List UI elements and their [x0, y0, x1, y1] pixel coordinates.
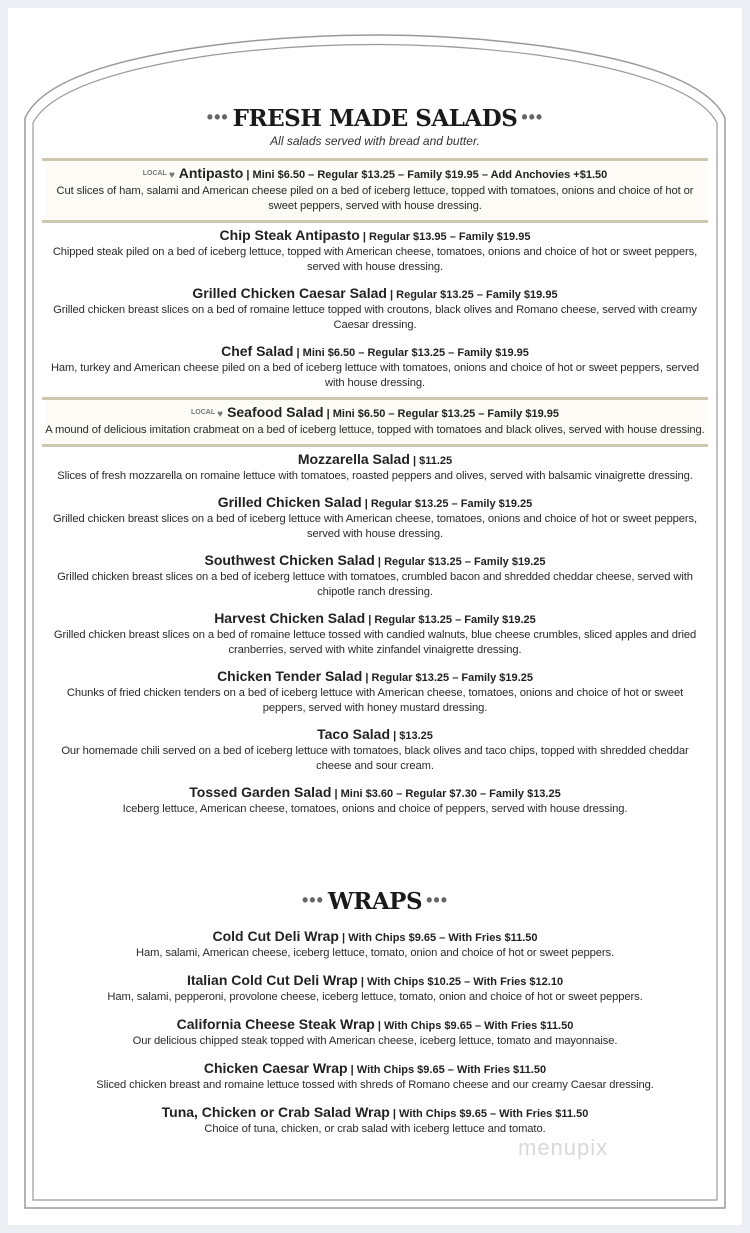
item-title-line	[45, 227, 705, 245]
menu-item	[45, 161, 705, 220]
item-price: | Regular $13.25 – Family $19.25	[365, 614, 536, 626]
item-description: Grilled chicken breast slices on a bed of romaine lettuce topped with croutons, black olives and Romano cheese, served with creamy Caesar dressing.	[53, 304, 697, 331]
item-title-line	[45, 343, 705, 361]
item-title-line	[45, 972, 705, 990]
item-name: Cold Cut Deli Wrap	[212, 928, 339, 944]
menu-item	[45, 548, 705, 606]
menu-item	[45, 923, 705, 967]
item-title-line	[45, 404, 705, 423]
item-title-line	[45, 928, 705, 946]
menu-item	[45, 447, 705, 490]
item-description: Chipped steak piled on a bed of iceberg lettuce, topped with American cheese, tomatoes, onions and choice of hot or sweet peppers, served with house dressing.	[52, 246, 698, 273]
item-description: Grilled chicken breast slices on a bed of romaine lettuce tossed with candied walnuts, blue cheese crumbles, sliced apples and dried cranberries, served with white zinfandel vinaigrette dressing.	[53, 629, 697, 656]
item-description: Choice of tuna, chicken, or crab salad with iceberg lettuce and tomato.	[204, 1123, 546, 1135]
item-description: Iceberg lettuce, American cheese, tomatoes, onions and choice of peppers, served with house dressing.	[122, 803, 628, 815]
item-name: Chip Steak Antipasto	[219, 227, 360, 243]
item-price: | Regular $13.25 – Family $19.25	[362, 672, 533, 684]
dots-right: •••	[426, 890, 448, 910]
menu-item	[45, 722, 705, 780]
item-name: California Cheese Steak Wrap	[176, 1016, 375, 1032]
item-price: | Regular $13.25 – Family $19.95	[386, 289, 558, 301]
item-description: Ham, salami, American cheese, iceberg lettuce, tomato, onion and choice of hot or sweet peppers.	[136, 947, 614, 959]
item-price: | With Chips $9.65 – With Fries $11.50	[374, 1020, 574, 1032]
item-price: | Mini $6.50 – Regular $13.25 – Family $19.95	[293, 347, 529, 359]
item-price: | $13.25	[390, 730, 433, 742]
wraps-section	[45, 883, 705, 1143]
item-name: Tuna, Chicken or Crab Salad Wrap	[161, 1104, 390, 1120]
item-title-line	[45, 610, 705, 628]
local-badge: LOCAL	[142, 170, 167, 177]
menu-content	[45, 100, 705, 1143]
item-name: Seafood Salad	[227, 404, 324, 420]
menu-item	[45, 780, 705, 823]
item-description: Our delicious chipped steak topped with American cheese, iceberg lettuce, tomato and mayonnaise.	[132, 1035, 618, 1047]
item-title-line	[45, 1016, 705, 1034]
local-badge: LOCAL	[191, 409, 216, 416]
item-title-line	[45, 1060, 705, 1078]
item-description: Cut slices of ham, salami and American cheese piled on a bed of iceberg lettuce, topped with tomatoes, onions and choice of hot or sweet peppers, served with house dressing.	[56, 185, 694, 212]
item-price: | Regular $13.25 – Family $19.25	[374, 556, 546, 568]
item-name: Chef Salad	[221, 343, 294, 359]
item-price: | $11.25	[409, 455, 453, 467]
item-title-line	[45, 165, 705, 184]
item-description: Slices of fresh mozzarella on romaine lettuce with tomatoes, roasted peppers and olives, served with balsamic vinaigrette dressing.	[57, 470, 693, 482]
salads-section	[45, 100, 705, 823]
item-description: Sliced chicken breast and romaine lettuce tossed with shreds of Romano cheese and our creamy Caesar dressing.	[96, 1079, 654, 1091]
item-name: Grilled Chicken Caesar Salad	[192, 285, 387, 301]
salads-subtitle: All salads served with bread and butter.	[270, 134, 480, 148]
dots-left: •••	[301, 890, 324, 910]
wraps-heading: ••• WRAPS •••	[301, 888, 448, 915]
item-name: Tossed Garden Salad	[189, 784, 332, 800]
item-name: Chicken Tender Salad	[217, 668, 363, 684]
menu-item	[45, 1011, 705, 1055]
item-price: | With Chips $10.25 – With Fries $12.10	[357, 976, 564, 988]
item-price: | Mini $6.50 – Regular $13.25 – Family $19.95 – Add Anchovies +$1.50	[243, 169, 608, 181]
item-description: Grilled chicken breast slices on a bed of iceberg lettuce with American cheese, tomatoes, onions and choice of hot or sweet peppers, served with house dressing.	[52, 513, 698, 540]
item-description: Our homemade chili served on a bed of iceberg lettuce with tomatoes, black olives and taco chips, topped with shredded cheddar cheese and sour cream.	[61, 745, 689, 772]
item-title-line	[45, 1104, 705, 1122]
salads-heading: ••• FRESH MADE SALADS •••	[206, 105, 544, 132]
item-name: Italian Cold Cut Deli Wrap	[186, 972, 358, 988]
item-description: A mound of delicious imitation crabmeat on a bed of iceberg lettuce, topped with tomatoes and black olives, served with house dressing.	[45, 424, 705, 436]
heart-icon: ♥	[168, 170, 175, 181]
item-title-line	[45, 552, 705, 570]
dots-left: •••	[206, 107, 229, 127]
item-title-line	[45, 668, 705, 686]
item-title-line	[45, 451, 705, 469]
menu-item	[45, 339, 705, 397]
menu-item	[45, 223, 705, 281]
item-price: | Regular $13.25 – Family $19.25	[361, 498, 533, 510]
item-name: Antipasto	[178, 165, 244, 181]
menu-item	[45, 664, 705, 722]
item-price: | Mini $3.60 – Regular $7.30 – Family $13.25	[331, 788, 561, 800]
item-title-line	[45, 784, 705, 802]
menu-item	[45, 490, 705, 548]
menu-item	[45, 400, 705, 444]
menu-item	[45, 1055, 705, 1099]
item-price: | With Chips $9.65 – With Fries $11.50	[339, 932, 538, 944]
salad-list	[45, 158, 705, 823]
item-description: Ham, turkey and American cheese piled on a bed of iceberg lettuce with tomatoes, onions and choice of hot or sweet peppers, served with house dressing.	[50, 362, 700, 389]
item-price: | Regular $13.95 – Family $19.95	[359, 231, 531, 243]
item-name: Harvest Chicken Salad	[214, 610, 366, 626]
item-title-line	[45, 494, 705, 512]
item-name: Southwest Chicken Salad	[204, 552, 375, 568]
wrap-list	[45, 923, 705, 1143]
heart-icon: ♥	[217, 409, 224, 420]
item-name: Grilled Chicken Salad	[217, 494, 362, 510]
watermark: menupix	[518, 1135, 609, 1160]
item-name: Mozzarella Salad	[297, 451, 410, 467]
item-description: Chunks of fried chicken tenders on a bed of iceberg lettuce with American cheese, tomatoes, onions and choice of hot or sweet peppers, served with honey mustard dressing.	[66, 687, 684, 714]
item-price: | Mini $6.50 – Regular $13.25 – Family $19.95	[323, 408, 559, 420]
dots-right: •••	[521, 107, 544, 127]
item-name: Chicken Caesar Wrap	[203, 1060, 348, 1076]
item-description: Ham, salami, pepperoni, provolone cheese, iceberg lettuce, tomato, onion and choice of hot or sweet peppers.	[107, 991, 643, 1003]
item-price: | With Chips $9.65 – With Fries $11.50	[389, 1108, 589, 1120]
menu-item	[45, 606, 705, 664]
item-title-line	[45, 285, 705, 303]
item-name: Taco Salad	[317, 726, 391, 742]
item-price: | With Chips $9.65 – With Fries $11.50	[347, 1064, 547, 1076]
item-title-line	[45, 726, 705, 744]
menu-item	[45, 281, 705, 339]
item-description: Grilled chicken breast slices on a bed of iceberg lettuce with tomatoes, crumbled bacon and shredded cheddar cheese, served with chipotle ranch dressing.	[57, 571, 693, 598]
menu-item	[45, 967, 705, 1011]
